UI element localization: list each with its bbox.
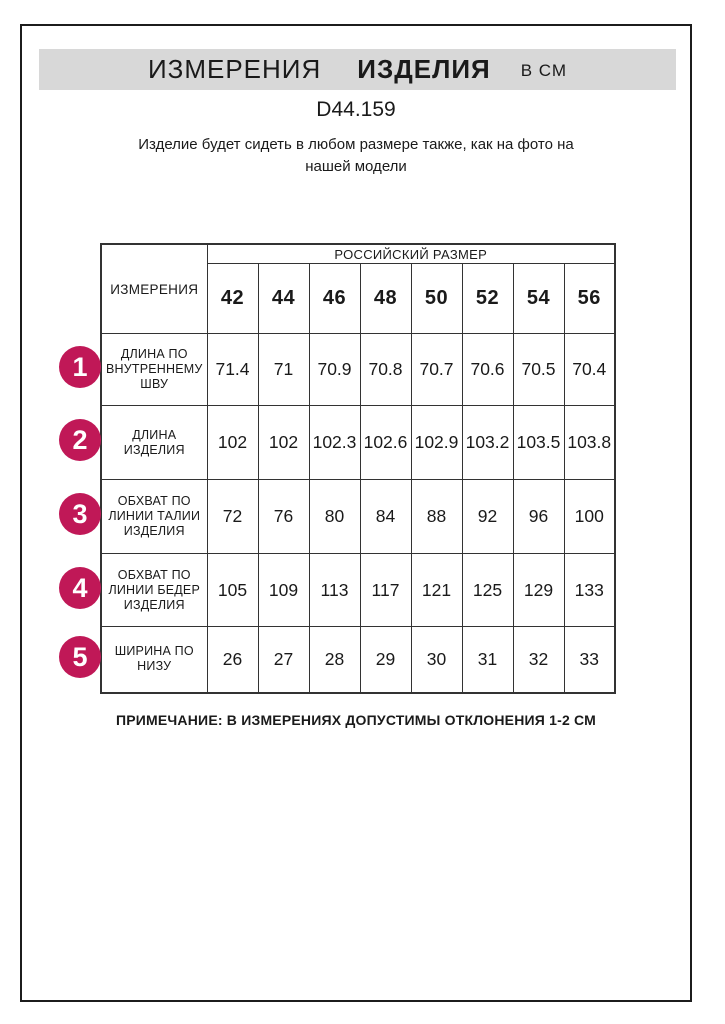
russian-size-header-cell: РОССИЙСКИЙ РАЗМЕР (207, 244, 615, 264)
value-cell: 27 (258, 627, 309, 693)
value-cell: 72 (207, 480, 258, 554)
size-header-cell: 52 (462, 264, 513, 334)
corner-header-cell: ИЗМЕРЕНИЯ (101, 244, 207, 334)
row-number-badge: 5 (59, 636, 101, 678)
value-cell: 102 (207, 406, 258, 480)
value-cell: 71 (258, 334, 309, 406)
row-number-badge: 2 (59, 419, 101, 461)
value-cell: 103.5 (513, 406, 564, 480)
tolerance-note: ПРИМЕЧАНИЕ: В ИЗМЕРЕНИЯХ ДОПУСТИМЫ ОТКЛОНЕНИЯ 1-2 СМ (115, 712, 597, 728)
row-label: ШИРИНА ПО НИЗУ (101, 627, 207, 693)
value-cell: 29 (360, 627, 411, 693)
title-units: В СМ (520, 61, 568, 80)
row-label: ДЛИНА ПО ВНУТРЕННЕМУ ШВУ (101, 334, 207, 406)
fit-description-line2: нашей модели (305, 158, 407, 175)
measurement-rows (101, 334, 615, 693)
value-cell: 109 (258, 554, 309, 627)
value-cell: 32 (513, 627, 564, 693)
value-cell: 102.9 (411, 406, 462, 480)
value-cell: 96 (513, 480, 564, 554)
size-header-cell: 50 (411, 264, 462, 334)
value-cell: 26 (207, 627, 258, 693)
value-cell: 105 (207, 554, 258, 627)
value-cell: 76 (258, 480, 309, 554)
value-cell: 129 (513, 554, 564, 627)
value-cell: 80 (309, 480, 360, 554)
group-header-row (101, 244, 615, 264)
title-measurements: ИЗМЕРЕНИЯ (147, 54, 322, 84)
measurements-table (100, 243, 616, 694)
value-cell: 33 (564, 627, 615, 693)
value-cell: 28 (309, 627, 360, 693)
value-cell: 30 (411, 627, 462, 693)
size-header-cell: 54 (513, 264, 564, 334)
value-cell: 84 (360, 480, 411, 554)
table-row (101, 554, 615, 627)
size-header-cell: 44 (258, 264, 309, 334)
value-cell: 103.8 (564, 406, 615, 480)
value-cell: 113 (309, 554, 360, 627)
row-number-badge: 1 (59, 346, 101, 388)
value-cell: 31 (462, 627, 513, 693)
size-header-cell: 48 (360, 264, 411, 334)
value-cell: 125 (462, 554, 513, 627)
value-cell: 70.5 (513, 334, 564, 406)
row-label: ОБХВАТ ПО ЛИНИИ ТАЛИИ ИЗДЕЛИЯ (101, 480, 207, 554)
size-header-cell: 56 (564, 264, 615, 334)
title-product: ИЗДЕЛИЯ (357, 54, 491, 84)
row-label: ДЛИНА ИЗДЕЛИЯ (101, 406, 207, 480)
value-cell: 88 (411, 480, 462, 554)
row-number-badge: 3 (59, 493, 101, 535)
value-cell: 102.6 (360, 406, 411, 480)
title-bar (39, 49, 676, 90)
value-cell: 121 (411, 554, 462, 627)
value-cell: 70.8 (360, 334, 411, 406)
value-cell: 100 (564, 480, 615, 554)
size-header-cell: 42 (207, 264, 258, 334)
fit-description-line1: Изделие будет сидеть в любом размере также, как на фото на (138, 136, 574, 153)
value-cell: 92 (462, 480, 513, 554)
table-row (101, 480, 615, 554)
value-cell: 117 (360, 554, 411, 627)
value-cell: 102.3 (309, 406, 360, 480)
value-cell: 70.6 (462, 334, 513, 406)
table-row (101, 627, 615, 693)
fit-description (22, 134, 690, 178)
value-cell: 70.9 (309, 334, 360, 406)
value-cell: 103.2 (462, 406, 513, 480)
value-cell: 133 (564, 554, 615, 627)
row-label: ОБХВАТ ПО ЛИНИИ БЕДЕР ИЗДЕЛИЯ (101, 554, 207, 627)
row-number-badge: 4 (59, 567, 101, 609)
table-row (101, 406, 615, 480)
table-row (101, 334, 615, 406)
value-cell: 71.4 (207, 334, 258, 406)
size-header-cell: 46 (309, 264, 360, 334)
value-cell: 70.4 (564, 334, 615, 406)
value-cell: 102 (258, 406, 309, 480)
value-cell: 70.7 (411, 334, 462, 406)
article-number: D44.159 (316, 98, 396, 121)
page-frame (20, 24, 692, 1002)
